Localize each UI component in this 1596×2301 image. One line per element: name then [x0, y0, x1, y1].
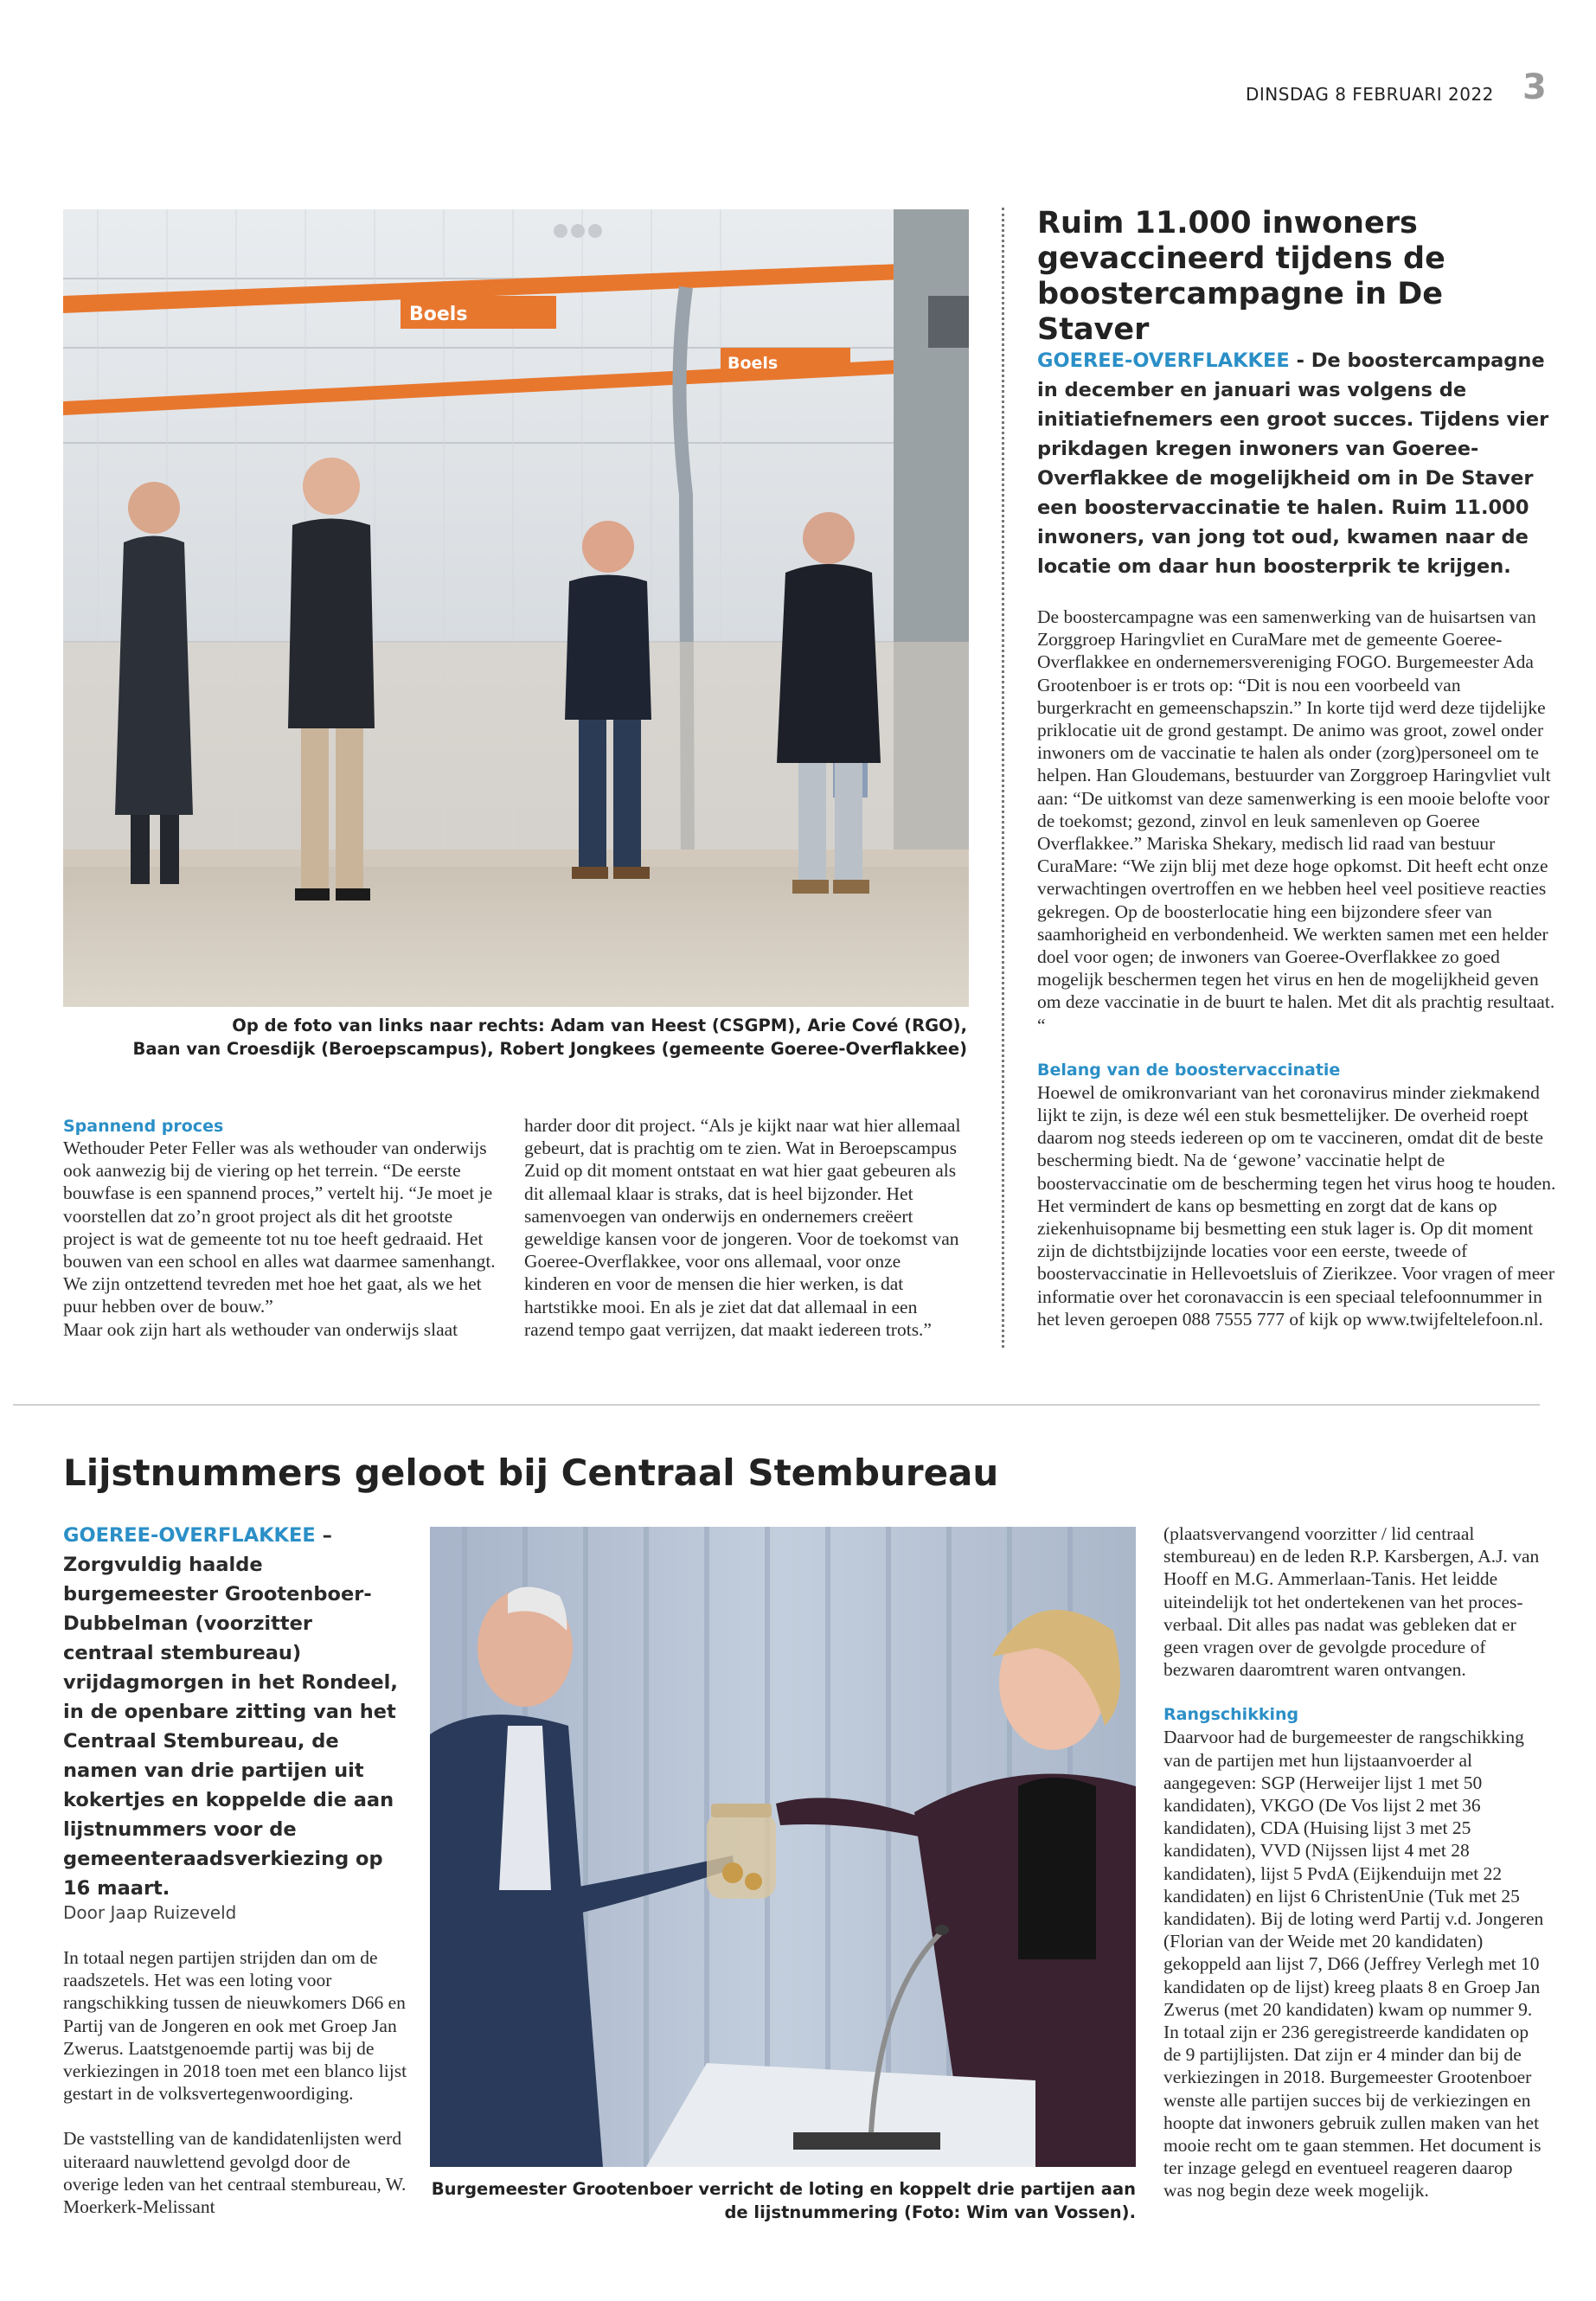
article3-column-3: [1163, 1522, 1544, 2202]
article3-caption-line2: de lijstnummering (Foto: Wim van Vossen).: [724, 2202, 1136, 2222]
photo-brand-1: Boels: [409, 304, 468, 325]
article1-photo-svg: [63, 209, 969, 1007]
article2-headline: Ruim 11.000 inwoners gevaccineerd tijdens de boostercampagne in De Staver: [1037, 206, 1445, 347]
photo-brand-2: Boels: [727, 354, 779, 373]
article1-column-1: [63, 1137, 500, 1341]
article3-caption-line1: Burgemeester Grootenboer verricht de loting en koppelt drie partijen aan: [431, 2179, 1136, 2199]
column-divider: [1002, 208, 1004, 1348]
article2-lead: [1037, 346, 1556, 581]
article2-body-paragraph-2: Hoewel de omikronvariant van het coronavirus minder ziekmakend lijkt te zijn, is deze wél een stuk besmettelijker. De overheid roept daarom nog steeds iedereen op om te vaccineren, omdat dit de beste bescherming biedt. Na de ‘gewone’ vaccinatie helpt de boostervaccinatie om de bescherming tegen het virus hoog te houden. Het vermindert de kans op besmetting en zorgt dat de kans op ziekenhuisopname bij besmetting een stuk lager is. Op dit moment zijn de dichtstbijzijnde locaties voor een eerste, tweede of boostervaccinatie in Hellevoetsluis of Zierikzee. Voor vragen of meer informatie over het coronavaccin is een speciaal telefoonnummer in het leven geroepen 088 7555 777 of kijk op www.twijfeltelefoon.nl.: [1037, 1081, 1556, 1330]
article1-photo: [63, 209, 969, 1007]
page-number: 3: [1522, 67, 1547, 107]
article3-caption: [430, 2177, 1136, 2224]
article1-col2-paragraph: harder door dit project. “Als je kijkt naar wat hier allemaal gebeurt, dat is prachtig om te zien. Wat in Beroepscampus Zuid op dit moment ontstaat en wat hier gaat gebeuren als dit allemaal klaar is straks, dat is heel bijzonder. Het samenvoegen van onderwijs en ondernemers creëert geweldige kansen voor de jongeren. Voor de toekomst van Goeree-Overflakkee, voor ons allemaal, voor onze kinderen en voor de mensen die hier werken, is dat hartstikke mooi. En als je ziet dat dat allemaal in een razend tempo gaat verrijzen, dat maakt iedereen trots.”: [524, 1115, 961, 1340]
article3-paragraph-1: In totaal negen partijen strijden dan om de raadszetels. Het was een loting voor rangschikking tussen de nieuwkomers D66 en Partij van de Jongeren en ook met Groep Jan Zwerus. Laatstgenoemde partij was bij de verkiezingen in 2018 toen met een blanco lijst gestart in de volksvertegenwoordiging.: [63, 1947, 407, 2105]
article1-subhead: Spannend proces: [63, 1117, 224, 1136]
article2-body-paragraph-1: De boostercampagne was een samenwerking van de huisartsen van Zorggroep Haringvliet en CuraMare met de gemeente Goeree-Overflakkee en ondernemersvereniging FOGO. Burgemeester Ada Grootenboer is er trots op: “Dit is nou een voorbeeld van burgerkracht en gemeenschapszin.” In korte tijd werd deze tijdelijke priklocatie uit de grond gestampt. De animo was groot, zowel onder inwoners om de vaccinatie te halen als onder (zorg)personeel om te helpen. Han Gloudemans, bestuurder van Zorggroep Haringvliet vult aan: “De uitkomst van deze samenwerking is een mooie belofte voor de toekomst; gezond, zinvol en leuk samenleven op Goeree Overflakkee.” Mariska Shekary, medisch lid raad van bestuur CuraMare: “We zijn blij met deze hoge opkomst. Dit heeft echt onze verwachtingen overtroffen en we hebben heel veel positieve reacties gekregen. Op de boosterlocatie hing een bijzondere sfeer van saamhorigheid en verbondenheid. We werkten samen met een helder doel voor ogen; de inwoners van Goeree-Overflakkee zo goed mogelijk beschermen tegen het virus en hen de mogelijkheid geven om deze vaccinatie in de buurt te halen. Met dit als prachtig resultaat. “: [1037, 606, 1555, 1035]
article3-lead-text: – Zorgvuldig haalde burgemeester Grootenboer-Dubbelman (voorzitter centraal stembureau) vrijdagmorgen in het Rondeel, in de openbare zitting van het Centraal Stembureau, de namen van drie partijen uit kokertjes en koppelde die aan lijstnummers voor de gemeenteraadsverkiezing op 16 maart.: [63, 1524, 398, 1900]
article3-paragraph-2: De vaststelling van de kandidatenlijsten werd uiteraard nauwlettend gevolgd door de overige leden van het centraal stembureau, W. Moerkerk-Melissant: [63, 2128, 407, 2218]
article3-subhead: Rangschikking: [1163, 1705, 1299, 1725]
article3-byline: Door Jaap Ruizeveld: [63, 1902, 237, 1923]
page-date: DINSDAG 8 FEBRUARI 2022: [1246, 84, 1494, 105]
article1-caption: [63, 1014, 967, 1061]
article2-subhead: Belang van de boostervaccinatie: [1037, 1060, 1341, 1080]
article2-body: [1037, 606, 1556, 1330]
article3-kicker: GOEREE-OVERFLAKKEE: [63, 1524, 316, 1547]
section-separator: [13, 1404, 1540, 1406]
article1-caption-line2: Baan van Croesdijk (Beroepscampus), Robert Jongkees (gemeente Goeree-Overflakkee): [132, 1039, 967, 1059]
article2-lead-text: - De boostercampagne in december en januari was volgens de initiatiefnemers een groot succes. Tijdens vier prikdagen kregen inwoners van Goeree-Overflakkee de mogelijkheid om in De Staver een boostervaccinatie te halen. Ruim 11.000 inwoners, van jong tot oud, kwamen naar de locatie om daar hun boosterprik te krijgen.: [1037, 349, 1549, 578]
article3-lead: [63, 1521, 409, 1903]
article2-kicker: GOEREE-OVERFLAKKEE: [1037, 349, 1290, 372]
article3-photo: [430, 1527, 1136, 2167]
article3-paragraph-4: Daarvoor had de burgemeester de rangschikking van de partijen met hun lijstaanvoerder al aangegeven: SGP (Herweijer lijst 1 met 50 kandidaten), VKGO (De Vos lijst 2 met 36 kandidaten), CDA (Huising lijst 3 met 25 kandidaten), VVD (Nijssen lijst 4 met 28 kandidaten), lijst 5 PvdA (Eijkenduijn met 22 kandidaten) en lijst 6 ChristenUnie (Tuk met 25 kandidaten). Bij de loting werd Partij v.d. Jongeren (Florian van der Weide met 20 kandidaten) gekoppeld aan lijst 7, D66 (Jeffrey Verlegh met 10 kandidaten op de lijst) kreeg plaats 8 en Groep Jan Zwerus (met 20 kandidaten) kwam op nummer 9. In totaal zijn er 236 geregistreerde kandidaten op de 9 partijlijsten. Dat zijn er 4 minder dan bij de verkiezingen in 2018. Burgemeester Grootenboer wenste alle partijen succes bij de verkiezingen en hoopte dat inwoners gebruik zullen maken van het mooie recht om te gaan stemmen. Het document is ter inzage gelegd en eventueel reageren daarop was nog begin deze week mogelijk.: [1163, 1727, 1544, 2202]
article3-photo-svg: [430, 1527, 1136, 2167]
article1-caption-line1: Op de foto van links naar rechts: Adam van Heest (CSGPM), Arie Cové (RGO),: [232, 1016, 967, 1035]
article1-col1-paragraph-2: Maar ook zijn hart als wethouder van onderwijs slaat: [63, 1318, 458, 1340]
photo-jar: [707, 1804, 776, 1899]
article1-column-2: [524, 1114, 964, 1341]
article3-headline: Lijstnummers geloot bij Centraal Stembureau: [63, 1452, 999, 1494]
article3-paragraph-3: (plaatsvervangend voorzitter / lid centraal stembureau) en de leden R.P. Karsbergen, A.J. van Hooff en M.G. Ammerlaan-Tanis. Het leidde uiteindelijk tot het ondertekenen van het proces-verbaal. Dit alles pas nadat was gebleken dat er geen vragen over de gevolgde procedure of bezwaren daaromtrent waren ontvangen.: [1163, 1523, 1540, 1681]
article3-column-1: [63, 1946, 409, 2218]
article1-col1-paragraph: Wethouder Peter Feller was als wethouder van onderwijs ook aanwezig bij de viering op het terrein. “De eerste bouwfase is een spannend proces,” vertelt hij. “Je moet je voorstellen dat zo’n groot project als dit het grootste project is wat de gemeente tot nu toe heeft gedraaid. Het bouwen van een school en alles wat daarmee samenhangt. We zijn ontzettend tevreden met hoe het gaat, als we het puur hebben over de bouw.”: [63, 1138, 496, 1317]
